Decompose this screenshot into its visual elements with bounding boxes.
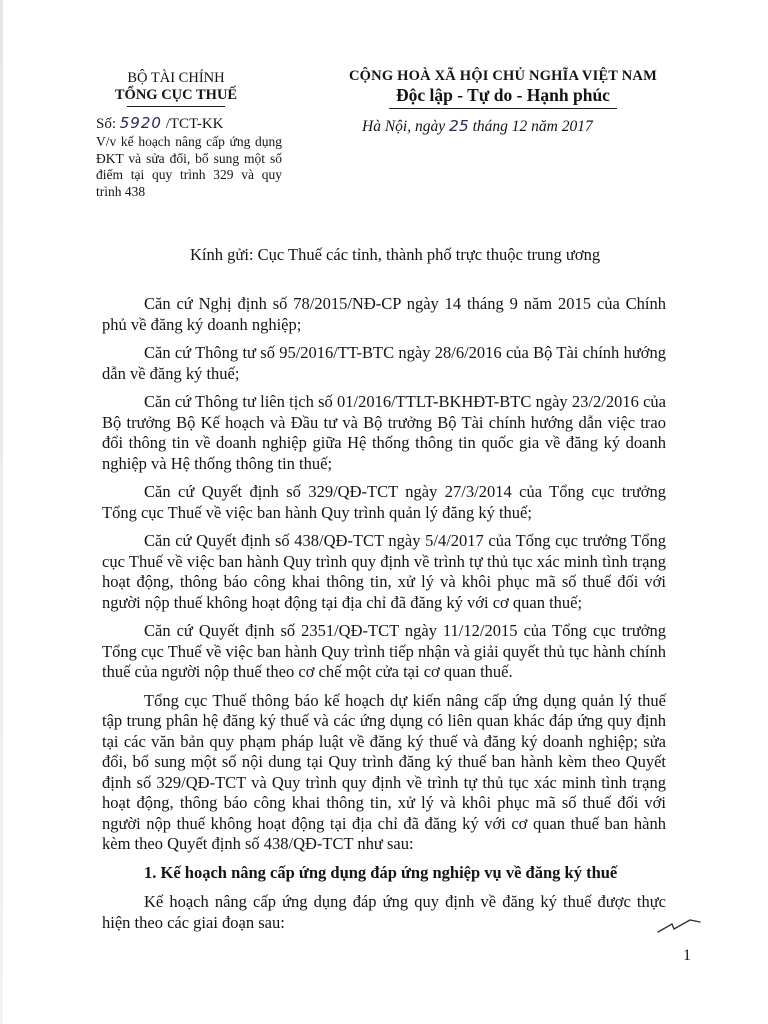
date-day-handwritten: 25: [448, 117, 469, 135]
page-number: 1: [683, 947, 691, 964]
section-heading: 1. Kế hoạch nâng cấp ứng dụng đáp ứng nghiệp vụ về đăng ký thuế: [144, 862, 618, 882]
motto-underline: [389, 108, 617, 109]
document-subject: V/v kế hoạch nâng cấp ứng dụng ĐKT và sửa đổi, bổ sung một số điểm tại quy trình 329 và quy trình 438: [96, 134, 282, 199]
department-name: TỔNG CỤC THUẾ: [114, 87, 238, 103]
paragraph-legal-basis-3: Căn cứ Thông tư liên tịch số 01/2016/TTLT-BKHĐT-BTC ngày 23/2/2016 của Bộ trưởng Bộ Kế hoạch và Đầu tư và Bộ trưởng Bộ Tài chính hướng dẫn việc trao đổi thông tin về doanh nghiệp giữa Hệ thống thông tin quốc gia về đăng ký doanh nghiệp và Hệ thống thông tin thuế;: [102, 392, 666, 473]
date-suffix: tháng 12 năm 2017: [472, 118, 593, 135]
country-name: CỘNG HOÀ XÃ HỘI CHỦ NGHĨA VIỆT NAM: [349, 68, 657, 84]
agency-underline: [127, 106, 225, 107]
ministry-name: BỘ TÀI CHÍNH: [127, 70, 225, 86]
paragraph-legal-basis-1: Căn cứ Nghị định số 78/2015/NĐ-CP ngày 14 tháng 9 năm 2015 của Chính phủ về đăng ký doanh nghiệp;: [102, 294, 666, 334]
recipient-line: Kính gửi: Cục Thuế các tỉnh, thành phố trực thuộc trung ương: [190, 245, 601, 264]
scan-edge: [0, 0, 3, 1024]
national-header: [318, 67, 688, 109]
doc-number-handwritten: 5920: [119, 114, 162, 132]
date-prefix: Hà Nội, ngày: [362, 118, 446, 135]
issuing-agency: [92, 70, 260, 107]
issue-date: [362, 117, 593, 136]
paragraph-legal-basis-4: Căn cứ Quyết định số 329/QĐ-TCT ngày 27/3/2014 của Tổng cục trưởng Tổng cục Thuế về việc ban hành Quy trình quản lý đăng ký thuế;: [102, 482, 666, 522]
doc-number-prefix: Số:: [96, 116, 117, 132]
section-paragraph: Kế hoạch nâng cấp ứng dụng đáp ứng quy định về đăng ký thuế được thực hiện theo các giai đoạn sau:: [102, 892, 666, 932]
document-body: [102, 294, 666, 941]
paragraph-legal-basis-2: Căn cứ Thông tư số 95/2016/TT-BTC ngày 28/6/2016 của Bộ Tài chính hướng dẫn về đăng ký thuế;: [102, 343, 666, 383]
national-motto: Độc lập - Tự do - Hạnh phúc: [396, 85, 610, 105]
doc-number-suffix: /TCT-KK: [165, 116, 224, 132]
paragraph-announcement: Tổng cục Thuế thông báo kế hoạch dự kiến nâng cấp ứng dụng quản lý thuế tập trung phân hệ đăng ký thuế và các ứng dụng có liên quan khác đáp ứng quy định tại các văn bản quy phạm pháp luật về đăng ký thuế và đăng ký doanh nghiệp; sửa đổi, bổ sung một số nội dung tại Quy trình đăng ký thuế ban hành kèm theo Quyết định số 329/QĐ-TCT và Quy trình quy định về trình tự thủ tục xác minh tình trạng hoạt động, thông báo công khai thông tin, xử lý và khôi phục mã số thuế đối với người nộp thuế không hoạt động tại địa chỉ đã đăng ký với cơ quan thuế ban hành kèm theo Quyết định số 438/QĐ-TCT như sau:: [102, 690, 666, 853]
paragraph-legal-basis-5: Căn cứ Quyết định số 438/QĐ-TCT ngày 5/4/2017 của Tổng cục trưởng Tổng cục Thuế về việc ban hành Quy trình quy định về trình tự thủ tục xác minh tình trạng hoạt động, thông báo công khai thông tin, xử lý và khôi phục mã số thuế đối với người nộp thuế không hoạt động tại địa chỉ đã đăng ký với cơ quan thuế;: [102, 531, 666, 612]
document-number: [96, 114, 223, 133]
initial-mark: [650, 910, 710, 940]
paragraph-legal-basis-6: Căn cứ Quyết định số 2351/QĐ-TCT ngày 11/12/2015 của Tổng cục trưởng Tổng cục Thuế về việc ban hành Quy trình tiếp nhận và giải quyết thủ tục hành chính thuế của người nộp thuế theo cơ chế một cửa tại cơ quan thuế.: [102, 621, 666, 681]
